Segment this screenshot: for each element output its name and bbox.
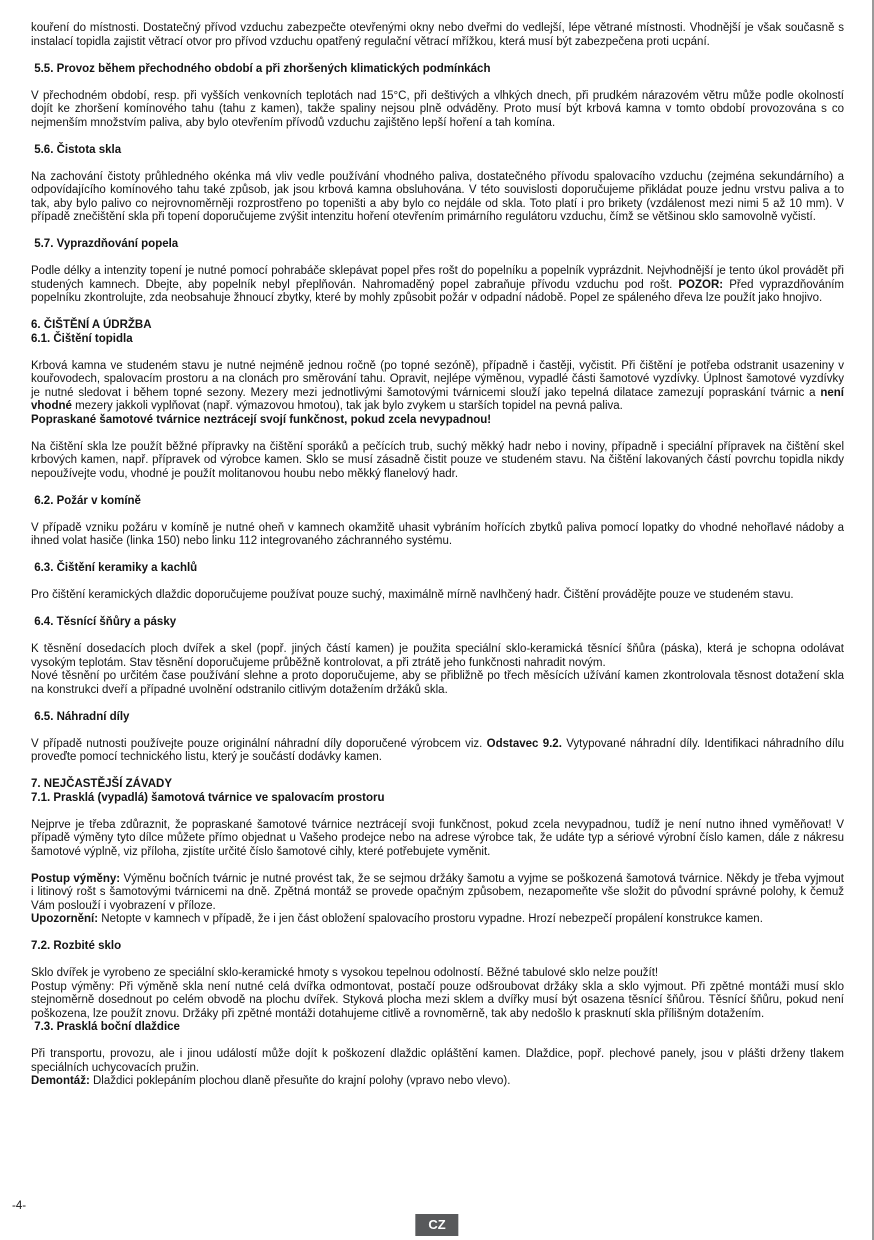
paragraph (31, 738, 844, 765)
text-run: Sklo dvířek je vyrobeno ze speciální sklo-keramické hmoty s vysokou tepelnou odolností. Běžné tabulové sklo nelze použít! (31, 967, 659, 979)
section-heading (31, 495, 844, 509)
text-run: Podle délky a intenzity topení je nutné pomocí pohrabáče sklepávat popel přes rošt do popelníku a popelník vyprázdnit. Nejvhodnější je tento úkol provádět při studených kamnech. Dbejte, aby popelník nebyl přeplňován. Nahromaděný popel zabraňuje přívodu vzduchu pod rošt. (31, 265, 844, 291)
paragraph (31, 967, 844, 981)
section-heading (31, 711, 844, 725)
text-run: 7. NEJČASTĚJŠÍ ZÁVADY (31, 778, 173, 790)
paragraph (31, 22, 844, 49)
paragraph (31, 522, 844, 549)
text-run: Vytypované náhradní díly. Identifikaci náhradního dílu proveďte pomocí technického listu, který je součástí dodávky kamen. (31, 737, 844, 763)
text-run: 5.6. Čistota skla (31, 143, 122, 156)
section-heading (31, 319, 844, 333)
paragraph (31, 643, 844, 670)
text-run: Pro čištění keramických dlaždic doporučujeme používat pouze suchý, maximálně mírně navlhčený hadr. Čištění provádějte pouze ve studeném stavu. (31, 589, 794, 601)
language-badge: CZ (415, 1214, 458, 1236)
text-run: Na zachování čistoty průhledného okénka má vliv vedle používání vhodného paliva, dostatečného přívodu spalovacího vzduchu (zejména sekundárního) a odpovídajícího komínového tahu také způsob, jak jsou krbová kamna obsluhována. V této souvislosti doporučujeme přikládat pouze jednu vrstvu paliva a to tak, aby bylo palivo co nejrovnoměrněji rozprostřeno po topeništi a aby bylo co nejdále od skla. Toto platí i pro brikety (vzdálenost mezi nimi 5 až 10 mm). V případě znečištění skla při topení doporučujeme zvýšit intenzitu hoření otevřením primárního regulátoru vzduchu, čímž se většinou sklo samovolně vyčistí. (31, 170, 844, 223)
paragraph (31, 171, 844, 225)
text-run: 6.3. Čištění keramiky a kachlů (31, 562, 198, 574)
section-heading (31, 238, 844, 252)
text-run: 6.2. Požár v komíně (31, 494, 141, 507)
bold-text-run: Postup výměny: (31, 872, 121, 885)
text-run: 6.5. Náhradní díly (31, 710, 130, 723)
bold-text-run: Upozornění: (31, 913, 99, 925)
paragraph (31, 819, 844, 860)
paragraph (31, 414, 844, 428)
text-run: Na čištění skla lze použít běžné přípravky na čištění sporáků a pečících trub, suchý měkký hadr nebo i noviny, případně i speciální přípravek na čištění skel krbových kamen, např. přípravek od výrobce kamen. Sklo se musí zásadně čistit pouze ve studeném stavu. Na čištění lakovaných částí povrchu topidla nikdy nepoužívejte vodu, vhodné je použít molitanovou houbu nebo měkký flanelový hadr. (31, 440, 844, 480)
text-run: Výměnu bočních tvárnic je nutné provést tak, že se sejmou držáky šamotu a vyjme se poškozená šamotová tvárnice. Někdy je třeba vyjmout i litinový rošt s šamotovými tvárnicemi na dně. Zpětná montáž se provede opačným způsobem, nezapomeňte vše složit do původní správné polohy, k čemuž Vám poslouží i vyobrazení v příloze. (31, 872, 844, 912)
text-run: Nové těsnění po určitém čase používání slehne a proto doporučujeme, aby se přibližně po třech měsících užívání kamen zkontrolovala těsnost dotažení skla na konstrukci dveří a případné uvolnění odstranilo citlivým dotažením držáků skla. (31, 670, 844, 696)
paragraph (31, 90, 844, 131)
paragraph (31, 873, 844, 914)
section-heading (31, 616, 844, 630)
text-run: Dlaždici poklepáním plochou dlaně přesuňte do krajní polohy (vpravo nebo vlevo). (89, 1075, 511, 1087)
bold-text-run: Popraskané šamotové tvárnice neztrácejí svojí funkčnost, pokud zcela nevypadnou! (31, 413, 492, 426)
paragraph (31, 265, 844, 306)
text-run: 7.3. Prasklá boční dlaždice (31, 1021, 180, 1033)
text-run: 5.5. Provoz během přechodného období a při zhoršených klimatických podmínkách (31, 62, 491, 75)
paragraph (31, 1048, 844, 1075)
text-run: V případě nutnosti používejte pouze originální náhradní díly doporučené výrobcem viz. (31, 737, 487, 750)
bold-text-run: není vhodné (31, 386, 844, 412)
bold-text-run: Demontáž: (31, 1075, 90, 1087)
page-number: -4- (12, 1200, 27, 1212)
text-run: kouření do místnosti. Dostatečný přívod vzduchu zabezpečte otevřenými okny nebo dveřmi do vedlejší, lépe větrané místnosti. Vhodnější je však současně s instalací topidla zajistit větrací otvor pro přívod vzduchu opatřený regulační větrací mřížkou, která musí být zabezpečena proti ucpání. (31, 22, 844, 48)
text-run: mezery jakkoli vyplňovat (např. výmazovou hmotou), tak jak bylo zvykem u starších topidel na pevná paliva. (71, 400, 623, 412)
section-heading (31, 940, 844, 954)
bold-text-run: Odstavec 9.2. (486, 737, 562, 750)
text-run: 7.1. Prasklá (vypadlá) šamotová tvárnice ve spalovacím prostoru (31, 791, 385, 804)
text-run: Postup výměny: Při výměně skla není nutné celá dvířka odmontovat, postačí pouze odšroubovat držáky skla a sklo vyjmout. Při zpětné montáži musí sklo stejnoměrně dosednout po celém obvodě na plochu dvířek. Styková plocha mezi sklem a dvířky musí být osazena těsnící šňůrou. Těsnící šňůru, pokud není poškozena, lze použít znovu. Držáky při zpětné montáži dotahujeme citlivě a rovnoměrně, tak aby nedošlo k prasknutí skla přílišným dotažením. (31, 980, 844, 1020)
section-heading (31, 333, 844, 347)
text-run: V případě vzniku požáru v komíně je nutné oheň v kamnech okamžitě uhasit vybráním hořících zbytků paliva pomocí lopatky do vhodné nehořlavé nádoby a ihned volat hasiče (linka 150) nebo linku 112 integrovaného záchranného systému. (31, 521, 844, 547)
section-heading (31, 562, 844, 576)
text-run: Při transportu, provozu, ale i jinou událostí může dojít k poškození dlaždic opláštění kamen. Dlaždice, popř. plechové panely, jsou v plášti drženy tlakem speciálních uchycovacích pružin. (31, 1048, 844, 1074)
section-heading (31, 63, 844, 77)
document-body (31, 22, 844, 1089)
text-run: Nejprve je třeba zdůraznit, že popraskané šamotové tvárnice neztrácejí svoji funkčnost, pokud zcela nevypadnou, tudíž je není nutno ihned vyměňovat! V případě výměny tyto dílce můžete přímo objednat u Vašeho prodejce nebo na adrese výrobce tak, že udáte typ a sériové výrobní číslo kamen, dále z nákresu šamotové výplně, viz příloha, zjistíte určité číslo šamotové cihly, které potřebujete vyměnit. (31, 818, 844, 858)
section-heading (31, 1021, 844, 1035)
text-run: 6. ČIŠTĚNÍ A ÚDRŽBA (31, 319, 152, 331)
paragraph (31, 360, 844, 414)
section-heading (31, 792, 844, 806)
paragraph (31, 913, 844, 927)
bold-text-run: POZOR: (678, 278, 724, 291)
text-run: 6.4. Těsnící šňůry a pásky (31, 616, 177, 628)
text-run: 6.1. Čištění topidla (31, 332, 133, 345)
section-heading (31, 778, 844, 792)
text-run: Krbová kamna ve studeném stavu je nutné nejméně jednou ročně (po topné sezóně), případně i častěji, vyčistit. Při čištění je potřeba odstranit usazeniny v kouřovodech, spalovacím prostoru a na clonách pro směrování tahu. Opravit, nejlépe výměnou, vypadlé části šamotové vyzdívky. Úplnost šamotové vyzdívky je nutné sledovat i během topné sezony. Mezery mezi jednotlivými šamotovými tvárnicemi slouží jako tepelná dilatace zamezují popraskání tvárnic a (31, 359, 844, 399)
text-run: V přechodném období, resp. při vyšších venkovních teplotách nad 15°C, při deštivých a vlhkých dnech, při prudkém nárazovém větru může podle okolností dojít ke zhoršení komínového tahu (tahu z kamen), takže spaliny nejsou plně odváděny. Proto musí být krbová kamna v tomto období provozována s co nejmenším množstvím paliva, aby bylo otevřením přívodů vzduchu zajištěno lepší hoření a tah komína. (31, 89, 844, 129)
text-run: Před vyprazdňováním popelníku zkontrolujte, zda neobsahuje žhnoucí zbytky, které by mohly způsobit požár v odpadní nádobě. Popel ze spáleného dřeva lze použít jako hnojivo. (31, 278, 844, 304)
paragraph (31, 589, 844, 603)
text-run: 5.7. Vyprazdňování popela (31, 238, 179, 250)
paragraph (31, 981, 844, 1022)
paragraph (31, 441, 844, 482)
text-run: K těsnění dosedacích ploch dvířek a skel (popř. jiných částí kamen) je použita speciální sklo-keramická těsnící šňůra (páska), která je schopna odolávat vysokým teplotám. Stav těsnění doporučujeme průběžně kontrolovat, a při ztrátě jeho funkčnosti nahradit novým. (31, 643, 844, 669)
text-run: Netopte v kamnech v případě, že i jen část obložení spalovacího prostoru vypadne. Hrozí nebezpečí propálení konstrukce kamen. (98, 913, 763, 925)
text-run: 7.2. Rozbité sklo (31, 940, 122, 952)
paragraph (31, 670, 844, 697)
paragraph (31, 1075, 844, 1089)
section-heading (31, 144, 844, 158)
